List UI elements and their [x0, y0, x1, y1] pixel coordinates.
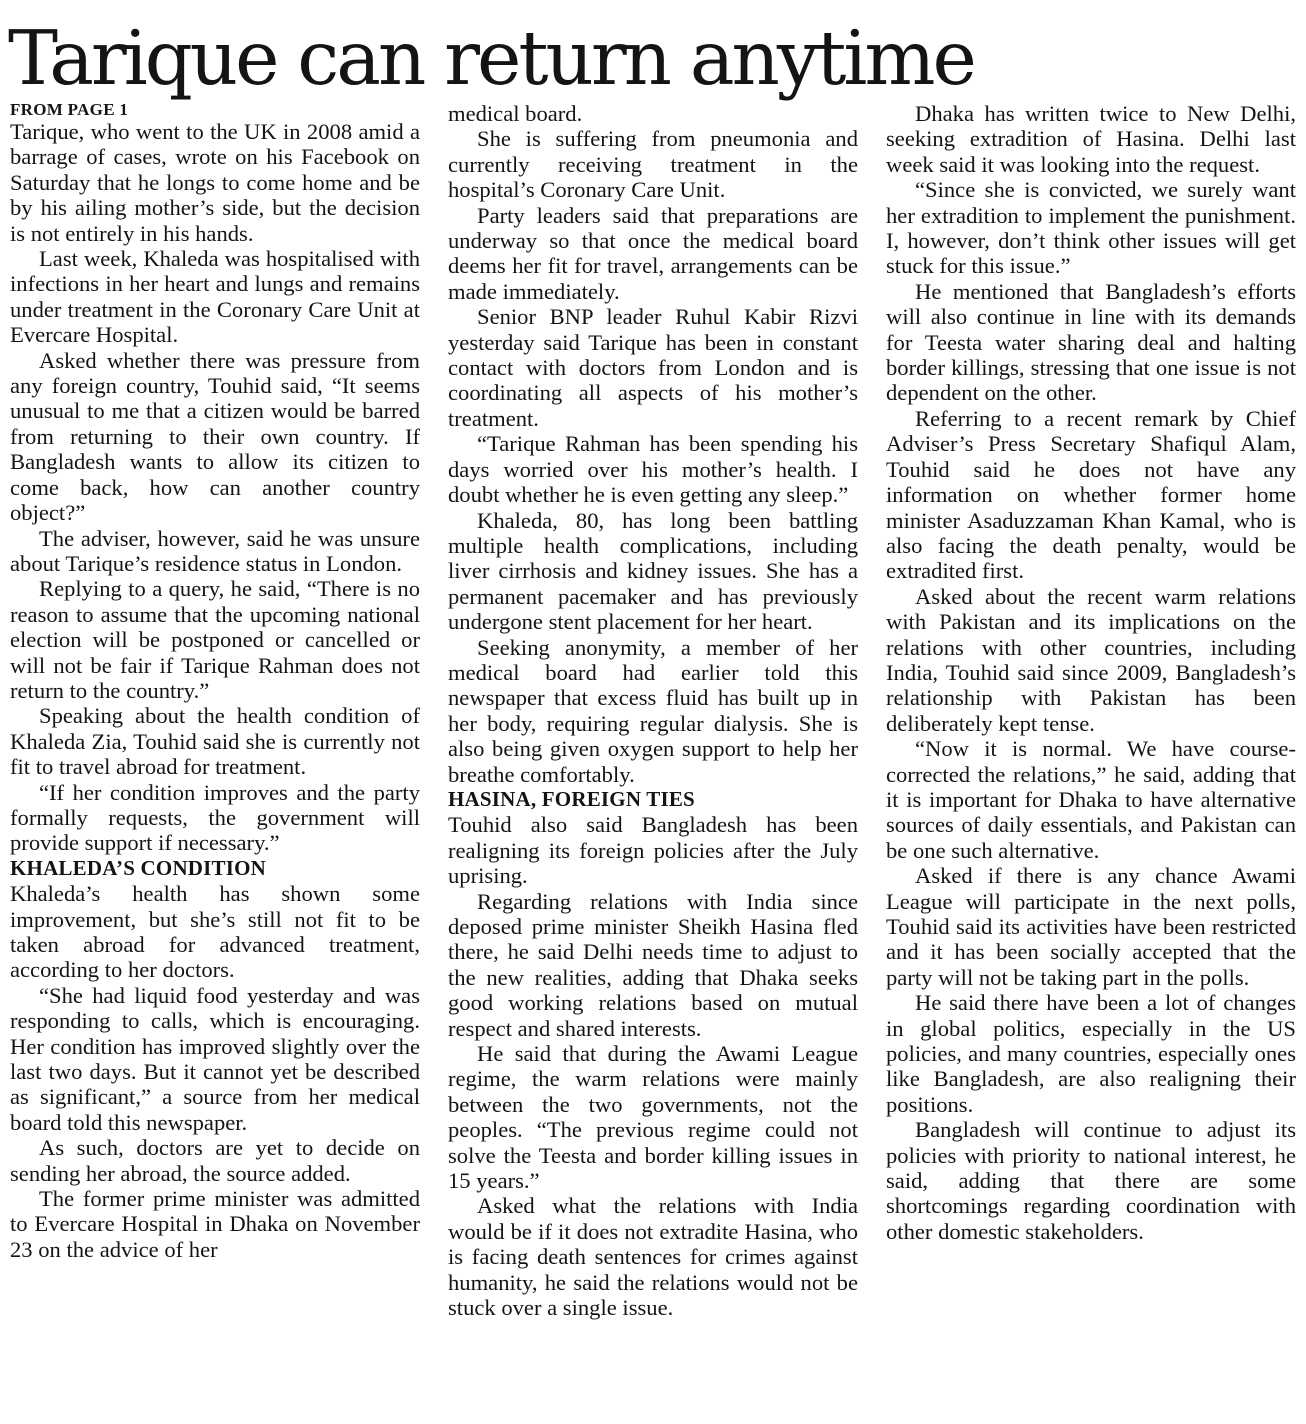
headline: Tarique can return anytime [8, 14, 974, 102]
paragraph: The former prime minister was admitted to Evercare Hospital in Dhaka on November 23 on the advice of her [10, 1186, 420, 1262]
paragraph: Senior BNP leader Ruhul Kabir Rizvi yesterday said Tarique has been in constant contact with doctors from London and is coordinating all aspects of his mother’s treatment. [448, 304, 858, 431]
paragraph: Tarique, who went to the UK in 2008 amid a barrage of cases, wrote on his Facebook on Saturday that he longs to come home and be by his ailing mother’s side, but the decision is not entirely in his hands. [10, 119, 420, 246]
paragraph: “Now it is normal. We have course-corrected the relations,” he said, adding that it is important for Dhaka to have alternative sources of daily essentials, and Pakistan can be one such alternative. [886, 736, 1296, 863]
paragraph: Seeking anonymity, a member of her medical board had earlier told this newspaper that excess fluid has built up in her body, requiring regular dialysis. She is also being given oxygen support to help her breathe comfortably. [448, 634, 858, 787]
paragraph: Asked what the relations with India would be if it does not extradite Hasina, who is facing death sentences for crimes against humanity, he said the relations would not be stuck over a single issue. [448, 1193, 858, 1321]
article-column-1 [10, 101, 420, 1413]
paragraph: Replying to a query, he said, “There is no reason to assume that the upcoming national election will be postponed or cancelled or will not be fair if Tarique Rahman does not return to the country.” [10, 576, 420, 703]
article-column-3 [886, 101, 1296, 1413]
paragraph: Bangladesh will continue to adjust its policies with priority to national interest, he said, adding that there are some shortcomings regarding coordination with other domestic stakeholders. [886, 1117, 1296, 1244]
paragraph: The adviser, however, said he was unsure about Tarique’s residence status in London. [10, 525, 420, 576]
paragraph: Dhaka has written twice to New Delhi, seeking extradition of Hasina. Delhi last week said it was looking into the request. [886, 101, 1296, 177]
paragraph: Last week, Khaleda was hospitalised with infections in her heart and lungs and remains under treatment in the Coronary Care Unit at Evercare Hospital. [10, 246, 420, 348]
paragraph: Khaleda’s health has shown some improvement, but she’s still not fit to be taken abroad for advanced treatment, according to her doctors. [10, 881, 420, 983]
paragraph: He said that during the Awami League regime, the warm relations were mainly between the two governments, not the peoples. “The previous regime could not solve the Teesta and border killing issues in 15 years.” [448, 1041, 858, 1194]
paragraph: “Tarique Rahman has been spending his days worried over his mother’s health. I doubt whether he is even getting any sleep.” [448, 431, 858, 508]
paragraph: Asked whether there was pressure from any foreign country, Touhid said, “It seems unusual to me that a citizen would be barred from returning to their own country. If Bangladesh wants to allow its citizen to come back, how can another country object?” [10, 347, 420, 526]
subheading-hasina-foreign-ties: HASINA, FOREIGN TIES [448, 786, 695, 811]
paragraph: Touhid also said Bangladesh has been realigning its foreign policies after the July uprising. [448, 812, 858, 889]
paragraph: Khaleda, 80, has long been battling multiple health complications, including liver cirrhosis and kidney issues. She has a permanent pacemaker and has previously undergone stent placement for her heart. [448, 507, 858, 635]
paragraph: Speaking about the health condition of Khaleda Zia, Touhid said she is currently not fit to travel abroad for treatment. [10, 703, 420, 780]
paragraph: She is suffering from pneumonia and currently receiving treatment in the hospital’s Coronary Care Unit. [448, 126, 858, 203]
paragraph: “If her condition improves and the party formally requests, the government will provide support if necessary.” [10, 779, 420, 856]
continuation-kicker: FROM PAGE 1 [10, 101, 129, 119]
subheading-khaledas-condition: KHALEDA’S CONDITION [10, 855, 267, 880]
paragraph: Asked about the recent warm relations with Pakistan and its implications on the relations with other countries, including India, Touhid said since 2009, Bangladesh’s relationship with Pakistan has been deliberately kept tense. [886, 583, 1296, 736]
paragraph: As such, doctors are yet to decide on sending her abroad, the source added. [10, 1135, 420, 1186]
paragraph: Regarding relations with India since deposed prime minister Sheikh Hasina fled there, he said Delhi needs time to adjust to the new realities, adding that Dhaka seeks good working relations based on mutual respect and shared interests. [448, 888, 858, 1041]
paragraph: Party leaders said that preparations are underway so that once the medical board deems her fit for travel, arrangements can be made immediately. [448, 202, 858, 304]
article-column-2 [448, 101, 858, 1413]
paragraph: He said there have been a lot of changes in global politics, especially in the US policies, and many countries, especially ones like Bangladesh, are also realigning their positions. [886, 990, 1296, 1117]
paragraph: Referring to a recent remark by Chief Adviser’s Press Secretary Shafiqul Alam, Touhid said he does not have any information on whether former home minister Asaduzzaman Khan Kamal, who is also facing the death penalty, would be extradited first. [886, 405, 1296, 584]
paragraph: “Since she is convicted, we surely want her extradition to implement the punishment. I, however, don’t think other issues will get stuck for this issue.” [886, 177, 1296, 279]
paragraph: “She had liquid food yesterday and was responding to calls, which is encouraging. Her condition has improved slightly over the last two days. But it cannot yet be described as significant,” a source from her medical board told this newspaper. [10, 982, 420, 1135]
paragraph: Asked if there is any chance Awami League will participate in the next polls, Touhid said its activities have been restricted and it has been socially accepted that the party will not be taking part in the polls. [886, 863, 1296, 990]
paragraph: medical board. [448, 101, 583, 126]
paragraph: He mentioned that Bangladesh’s efforts will also continue in line with its demands for Teesta water sharing deal and halting border killings, stressing that one issue is not dependent on the other. [886, 278, 1296, 406]
